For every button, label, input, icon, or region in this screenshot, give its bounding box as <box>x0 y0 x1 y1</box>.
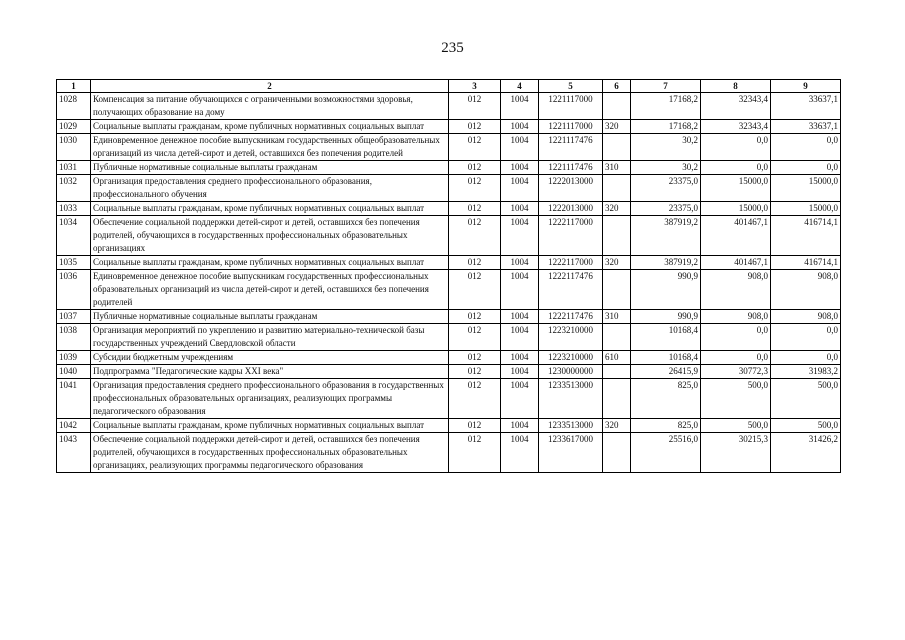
amount-col9-cell: 31983,2 <box>771 365 841 379</box>
amount-col8-cell: 32343,4 <box>701 120 771 134</box>
row-number-cell: 1031 <box>57 161 91 175</box>
table-row <box>57 161 841 175</box>
amount-col7-cell: 990,9 <box>631 270 701 310</box>
target-article-cell: 1221117000 <box>539 93 603 120</box>
header-row <box>57 80 841 93</box>
budget-table <box>56 79 841 473</box>
amount-col7-cell: 387919,2 <box>631 256 701 270</box>
section-code-cell: 1004 <box>501 419 539 433</box>
header-col-4: 4 <box>501 80 539 93</box>
table-row <box>57 175 841 202</box>
amount-col7-cell: 30,2 <box>631 161 701 175</box>
section-code-cell: 1004 <box>501 161 539 175</box>
row-number-cell: 1038 <box>57 324 91 351</box>
header-col-3: 3 <box>449 80 501 93</box>
expense-type-cell <box>603 93 631 120</box>
row-name-cell: Публичные нормативные социальные выплаты гражданам <box>91 310 449 324</box>
target-article-cell: 1221117000 <box>539 120 603 134</box>
amount-col9-cell: 15000,0 <box>771 202 841 216</box>
expense-type-cell <box>603 134 631 161</box>
amount-col7-cell: 23375,0 <box>631 175 701 202</box>
section-code-cell: 1004 <box>501 216 539 256</box>
amount-col9-cell: 908,0 <box>771 310 841 324</box>
target-article-cell: 1222013000 <box>539 175 603 202</box>
ministry-code-cell: 012 <box>449 310 501 324</box>
section-code-cell: 1004 <box>501 120 539 134</box>
table-row <box>57 202 841 216</box>
amount-col7-cell: 990,9 <box>631 310 701 324</box>
amount-col9-cell: 31426,2 <box>771 433 841 473</box>
amount-col7-cell: 17168,2 <box>631 120 701 134</box>
amount-col8-cell: 0,0 <box>701 351 771 365</box>
row-name-cell: Субсидии бюджетным учреждениям <box>91 351 449 365</box>
table-row <box>57 419 841 433</box>
row-number-cell: 1030 <box>57 134 91 161</box>
amount-col9-cell: 416714,1 <box>771 256 841 270</box>
ministry-code-cell: 012 <box>449 175 501 202</box>
row-name-cell: Социальные выплаты гражданам, кроме публичных нормативных социальных выплат <box>91 419 449 433</box>
section-code-cell: 1004 <box>501 175 539 202</box>
expense-type-cell <box>603 216 631 256</box>
amount-col8-cell: 15000,0 <box>701 175 771 202</box>
section-code-cell: 1004 <box>501 324 539 351</box>
amount-col8-cell: 908,0 <box>701 310 771 324</box>
table-row <box>57 351 841 365</box>
section-code-cell: 1004 <box>501 270 539 310</box>
table-row <box>57 324 841 351</box>
row-name-cell: Обеспечение социальной поддержки детей-сирот и детей, оставшихся без попечения родителей, обучающихся в государственных профессиональных образовательных организациях, реализующих программы педагогического образования <box>91 433 449 473</box>
amount-col7-cell: 17168,2 <box>631 93 701 120</box>
ministry-code-cell: 012 <box>449 324 501 351</box>
expense-type-cell: 320 <box>603 120 631 134</box>
ministry-code-cell: 012 <box>449 256 501 270</box>
expense-type-cell: 310 <box>603 310 631 324</box>
amount-col8-cell: 0,0 <box>701 134 771 161</box>
expense-type-cell <box>603 175 631 202</box>
target-article-cell: 1222117476 <box>539 270 603 310</box>
ministry-code-cell: 012 <box>449 120 501 134</box>
section-code-cell: 1004 <box>501 202 539 216</box>
target-article-cell: 1233513000 <box>539 379 603 419</box>
row-name-cell: Организация мероприятий по укреплению и развитию материально-технической базы государственных учреждений Свердловской области <box>91 324 449 351</box>
row-number-cell: 1037 <box>57 310 91 324</box>
amount-col9-cell: 0,0 <box>771 324 841 351</box>
table-body <box>57 93 841 473</box>
amount-col8-cell: 15000,0 <box>701 202 771 216</box>
expense-type-cell <box>603 270 631 310</box>
amount-col9-cell: 33637,1 <box>771 120 841 134</box>
row-number-cell: 1036 <box>57 270 91 310</box>
ministry-code-cell: 012 <box>449 365 501 379</box>
section-code-cell: 1004 <box>501 433 539 473</box>
target-article-cell: 1233617000 <box>539 433 603 473</box>
ministry-code-cell: 012 <box>449 433 501 473</box>
row-number-cell: 1042 <box>57 419 91 433</box>
ministry-code-cell: 012 <box>449 202 501 216</box>
ministry-code-cell: 012 <box>449 161 501 175</box>
row-name-cell: Социальные выплаты гражданам, кроме публичных нормативных социальных выплат <box>91 202 449 216</box>
amount-col9-cell: 0,0 <box>771 161 841 175</box>
table-row <box>57 270 841 310</box>
amount-col8-cell: 0,0 <box>701 161 771 175</box>
header-col-5: 5 <box>539 80 603 93</box>
header-col-7: 7 <box>631 80 701 93</box>
row-name-cell: Организация предоставления среднего профессионального образования, профессионального обучения <box>91 175 449 202</box>
amount-col8-cell: 500,0 <box>701 379 771 419</box>
target-article-cell: 1223210000 <box>539 351 603 365</box>
target-article-cell: 1222117476 <box>539 310 603 324</box>
amount-col9-cell: 0,0 <box>771 351 841 365</box>
section-code-cell: 1004 <box>501 351 539 365</box>
ministry-code-cell: 012 <box>449 216 501 256</box>
expense-type-cell <box>603 379 631 419</box>
amount-col7-cell: 825,0 <box>631 379 701 419</box>
amount-col9-cell: 500,0 <box>771 379 841 419</box>
ministry-code-cell: 012 <box>449 351 501 365</box>
amount-col9-cell: 908,0 <box>771 270 841 310</box>
amount-col8-cell: 908,0 <box>701 270 771 310</box>
table-row <box>57 93 841 120</box>
row-name-cell: Обеспечение социальной поддержки детей-сирот и детей, оставшихся без попечения родителей, обучающихся в государственных профессиональных образовательных организациях <box>91 216 449 256</box>
expense-type-cell: 320 <box>603 419 631 433</box>
header-col-8: 8 <box>701 80 771 93</box>
row-number-cell: 1041 <box>57 379 91 419</box>
expense-type-cell: 320 <box>603 256 631 270</box>
row-number-cell: 1035 <box>57 256 91 270</box>
ministry-code-cell: 012 <box>449 134 501 161</box>
ministry-code-cell: 012 <box>449 270 501 310</box>
amount-col7-cell: 825,0 <box>631 419 701 433</box>
row-number-cell: 1040 <box>57 365 91 379</box>
amount-col7-cell: 10168,4 <box>631 324 701 351</box>
target-article-cell: 1222013000 <box>539 202 603 216</box>
amount-col8-cell: 32343,4 <box>701 93 771 120</box>
section-code-cell: 1004 <box>501 93 539 120</box>
row-number-cell: 1034 <box>57 216 91 256</box>
section-code-cell: 1004 <box>501 365 539 379</box>
target-article-cell: 1221117476 <box>539 161 603 175</box>
row-name-cell: Социальные выплаты гражданам, кроме публичных нормативных социальных выплат <box>91 256 449 270</box>
amount-col9-cell: 33637,1 <box>771 93 841 120</box>
table-row <box>57 216 841 256</box>
header-col-9: 9 <box>771 80 841 93</box>
amount-col8-cell: 30215,3 <box>701 433 771 473</box>
amount-col8-cell: 30772,3 <box>701 365 771 379</box>
amount-col8-cell: 0,0 <box>701 324 771 351</box>
section-code-cell: 1004 <box>501 310 539 324</box>
ministry-code-cell: 012 <box>449 419 501 433</box>
row-name-cell: Организация предоставления среднего профессионального образования в государственных профессиональных образовательных организациях, реализующих программы педагогического образования <box>91 379 449 419</box>
row-number-cell: 1032 <box>57 175 91 202</box>
section-code-cell: 1004 <box>501 134 539 161</box>
amount-col9-cell: 416714,1 <box>771 216 841 256</box>
expense-type-cell <box>603 324 631 351</box>
section-code-cell: 1004 <box>501 256 539 270</box>
amount-col9-cell: 15000,0 <box>771 175 841 202</box>
target-article-cell: 1233513000 <box>539 419 603 433</box>
row-name-cell: Единовременное денежное пособие выпускникам государственных общеобразовательных организаций из числа детей-сирот и детей, оставшихся без попечения родителей <box>91 134 449 161</box>
header-col-6: 6 <box>603 80 631 93</box>
row-name-cell: Социальные выплаты гражданам, кроме публичных нормативных социальных выплат <box>91 120 449 134</box>
table-row <box>57 256 841 270</box>
row-number-cell: 1033 <box>57 202 91 216</box>
target-article-cell: 1230000000 <box>539 365 603 379</box>
table-row <box>57 310 841 324</box>
amount-col8-cell: 401467,1 <box>701 256 771 270</box>
target-article-cell: 1223210000 <box>539 324 603 351</box>
row-number-cell: 1043 <box>57 433 91 473</box>
ministry-code-cell: 012 <box>449 93 501 120</box>
amount-col7-cell: 10168,4 <box>631 351 701 365</box>
amount-col7-cell: 30,2 <box>631 134 701 161</box>
header-col-1: 1 <box>57 80 91 93</box>
table-row <box>57 365 841 379</box>
page-number: 235 <box>441 40 464 56</box>
header-col-2: 2 <box>91 80 449 93</box>
section-code-cell: 1004 <box>501 379 539 419</box>
target-article-cell: 1221117476 <box>539 134 603 161</box>
table-row <box>57 379 841 419</box>
target-article-cell: 1222117000 <box>539 216 603 256</box>
ministry-code-cell: 012 <box>449 379 501 419</box>
expense-type-cell <box>603 365 631 379</box>
amount-col9-cell: 500,0 <box>771 419 841 433</box>
row-name-cell: Подпрограмма "Педагогические кадры XXI века" <box>91 365 449 379</box>
expense-type-cell: 310 <box>603 161 631 175</box>
amount-col7-cell: 25516,0 <box>631 433 701 473</box>
row-name-cell: Единовременное денежное пособие выпускникам государственных профессиональных образовательных организаций из числа детей-сирот и детей, оставшихся без попечения родителей <box>91 270 449 310</box>
row-number-cell: 1039 <box>57 351 91 365</box>
amount-col7-cell: 23375,0 <box>631 202 701 216</box>
row-number-cell: 1029 <box>57 120 91 134</box>
amount-col7-cell: 387919,2 <box>631 216 701 256</box>
amount-col8-cell: 401467,1 <box>701 216 771 256</box>
expense-type-cell: 610 <box>603 351 631 365</box>
expense-type-cell <box>603 433 631 473</box>
amount-col8-cell: 500,0 <box>701 419 771 433</box>
amount-col7-cell: 26415,9 <box>631 365 701 379</box>
table-row <box>57 433 841 473</box>
expense-type-cell: 320 <box>603 202 631 216</box>
row-name-cell: Компенсация за питание обучающихся с ограниченными возможностями здоровья, получающих образование на дому <box>91 93 449 120</box>
row-name-cell: Публичные нормативные социальные выплаты гражданам <box>91 161 449 175</box>
table-row <box>57 134 841 161</box>
target-article-cell: 1222117000 <box>539 256 603 270</box>
table-row <box>57 120 841 134</box>
row-number-cell: 1028 <box>57 93 91 120</box>
amount-col9-cell: 0,0 <box>771 134 841 161</box>
